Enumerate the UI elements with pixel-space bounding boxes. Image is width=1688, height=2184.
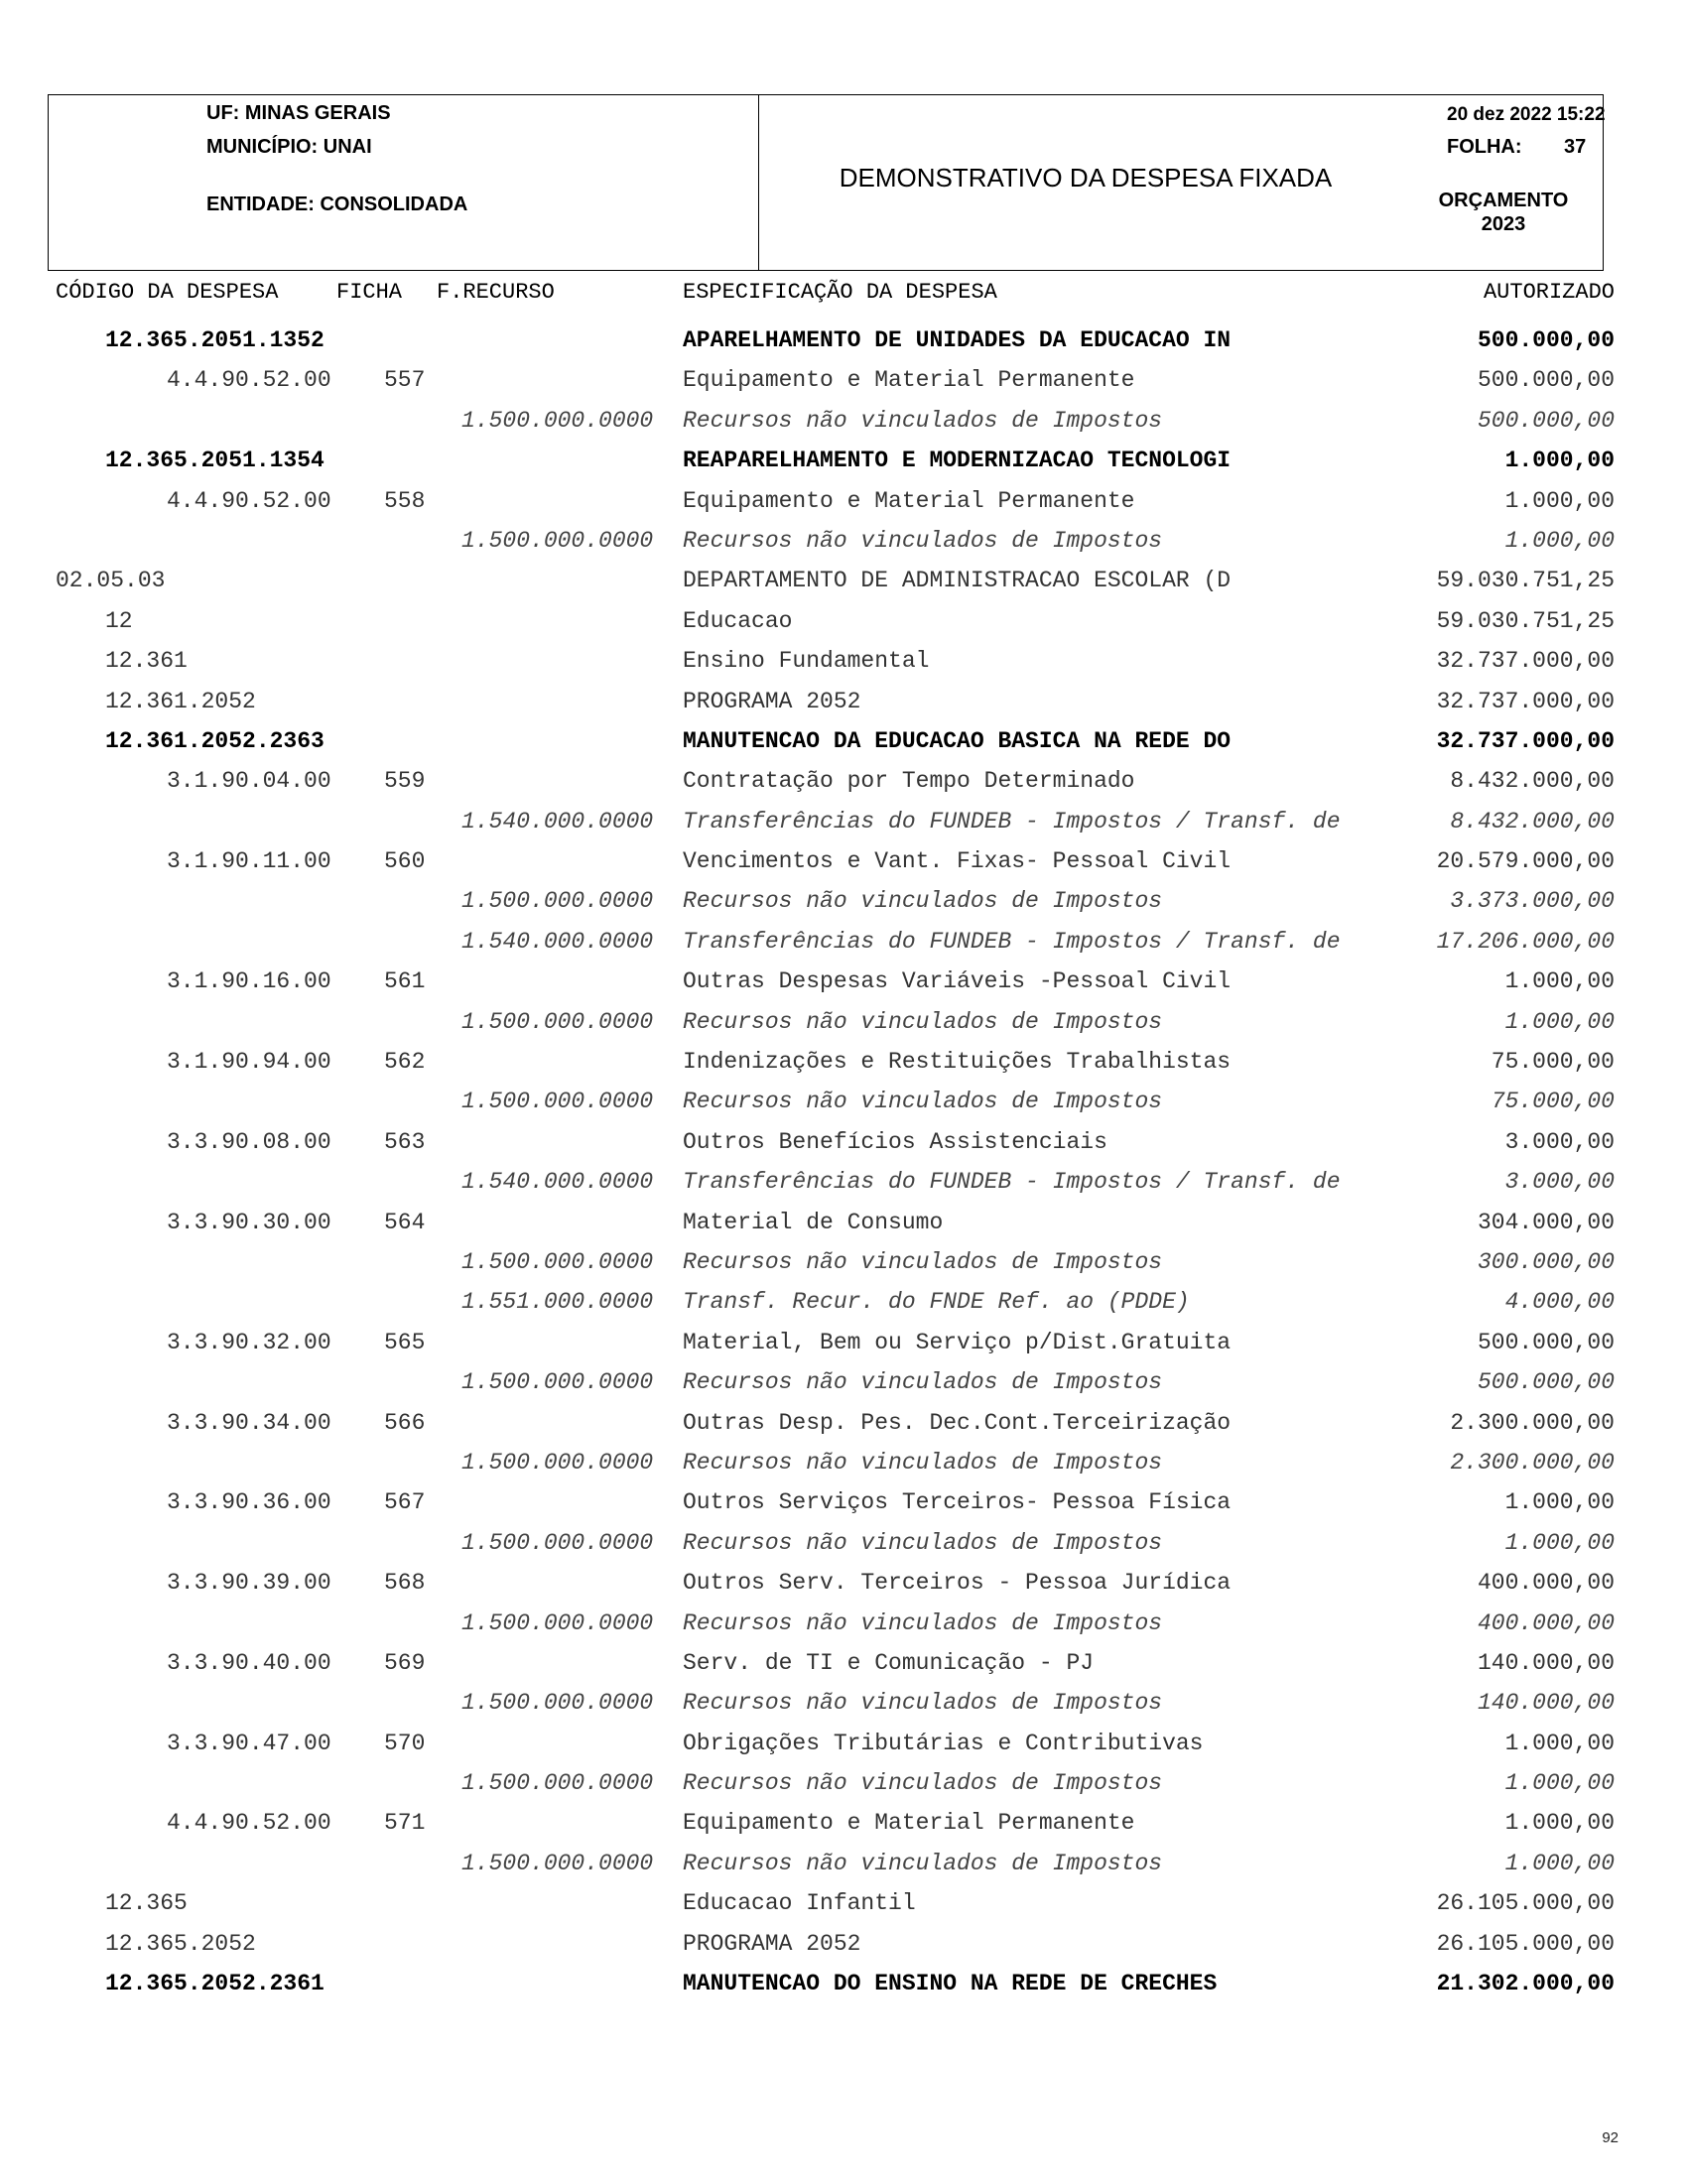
row-recurso: 1.500.000.0000 <box>461 1850 654 1876</box>
table-row <box>0 361 1688 401</box>
resource-row <box>0 803 1688 842</box>
resource-row <box>0 402 1688 442</box>
row-valor: 1.000,00 <box>1504 1489 1615 1516</box>
col-header-especificacao: ESPECIFICAÇÃO DA DESPESA <box>683 280 997 305</box>
row-codigo: 12.365.2051.1354 <box>105 448 325 474</box>
col-header-autorizado: AUTORIZADO <box>1483 280 1615 305</box>
row-codigo: 3.3.90.36.00 <box>167 1489 331 1516</box>
row-especificacao: Transferências do FUNDEB - Impostos / Transf. de <box>683 928 1341 955</box>
row-recurso: 1.540.000.0000 <box>461 808 654 835</box>
resource-row <box>0 1163 1688 1203</box>
row-codigo: 12.365.2052.2361 <box>105 1971 325 1997</box>
row-valor: 21.302.000,00 <box>1436 1971 1615 1997</box>
row-especificacao: Recursos não vinculados de Impostos <box>683 1449 1163 1476</box>
col-header-ficha: FICHA <box>336 280 403 305</box>
resource-row <box>0 1684 1688 1724</box>
row-valor: 4.000,00 <box>1504 1289 1615 1316</box>
row-especificacao: MANUTENCAO DA EDUCACAO BASICA NA REDE DO <box>683 727 1232 754</box>
row-especificacao: Recursos não vinculados de Impostos <box>683 407 1163 434</box>
row-recurso: 1.500.000.0000 <box>461 1369 654 1396</box>
folha-value: 37 <box>1564 136 1587 158</box>
row-valor: 8.432.000,00 <box>1450 768 1615 795</box>
expense-table <box>0 321 1688 2004</box>
row-especificacao: Equipamento e Material Permanente <box>683 1810 1135 1837</box>
page-number: 92 <box>1602 2129 1619 2146</box>
table-row <box>0 1644 1688 1684</box>
row-valor: 500.000,00 <box>1477 407 1615 434</box>
row-especificacao: APARELHAMENTO DE UNIDADES DA EDUCACAO IN <box>683 327 1232 353</box>
resource-row <box>0 1605 1688 1644</box>
table-row <box>0 722 1688 762</box>
table-row <box>0 602 1688 642</box>
row-valor: 1.000,00 <box>1504 448 1615 474</box>
row-ficha: 569 <box>384 1649 426 1676</box>
row-especificacao: Equipamento e Material Permanente <box>683 487 1135 514</box>
row-especificacao: Outros Serv. Terceiros - Pessoa Jurídica <box>683 1570 1232 1597</box>
row-especificacao: Recursos não vinculados de Impostos <box>683 888 1163 915</box>
row-valor: 1.000,00 <box>1504 1730 1615 1756</box>
row-especificacao: Recursos não vinculados de Impostos <box>683 1248 1163 1275</box>
row-valor: 1.000,00 <box>1504 1770 1615 1797</box>
table-row <box>0 683 1688 722</box>
table-row <box>0 1204 1688 1243</box>
row-recurso: 1.500.000.0000 <box>461 888 654 915</box>
resource-row <box>0 1444 1688 1483</box>
report-datetime: 20 dez 2022 15:22 <box>1447 104 1606 125</box>
row-especificacao: Transferências do FUNDEB - Impostos / Transf. de <box>683 808 1341 835</box>
row-valor: 26.105.000,00 <box>1436 1890 1615 1917</box>
uf-label: UF: MINAS GERAIS <box>206 102 391 124</box>
row-especificacao: PROGRAMA 2052 <box>683 688 861 714</box>
table-row <box>0 1804 1688 1844</box>
row-recurso: 1.500.000.0000 <box>461 1248 654 1275</box>
row-valor: 75.000,00 <box>1491 1049 1615 1076</box>
table-row <box>0 321 1688 361</box>
row-especificacao: Recursos não vinculados de Impostos <box>683 1008 1163 1035</box>
row-ficha: 561 <box>384 968 426 995</box>
row-especificacao: Outras Despesas Variáveis -Pessoal Civil <box>683 968 1232 995</box>
resource-row <box>0 1283 1688 1323</box>
row-especificacao: Equipamento e Material Permanente <box>683 367 1135 394</box>
row-especificacao: Material, Bem ou Serviço p/Dist.Gratuita <box>683 1329 1232 1355</box>
row-valor: 59.030.751,25 <box>1436 568 1615 594</box>
row-recurso: 1.500.000.0000 <box>461 1089 654 1115</box>
row-codigo: 3.1.90.94.00 <box>167 1049 331 1076</box>
row-valor: 3.373.000,00 <box>1450 888 1615 915</box>
row-recurso: 1.540.000.0000 <box>461 1169 654 1196</box>
row-codigo: 3.3.90.32.00 <box>167 1329 331 1355</box>
row-valor: 17.206.000,00 <box>1436 928 1615 955</box>
row-especificacao: Outros Serviços Terceiros- Pessoa Física <box>683 1489 1232 1516</box>
row-especificacao: Recursos não vinculados de Impostos <box>683 1369 1163 1396</box>
row-codigo: 12.365 <box>105 1890 188 1917</box>
row-valor: 500.000,00 <box>1477 367 1615 394</box>
row-valor: 1.000,00 <box>1504 1529 1615 1556</box>
table-row <box>0 1404 1688 1444</box>
row-ficha: 571 <box>384 1810 426 1837</box>
row-especificacao: Contratação por Tempo Determinado <box>683 768 1135 795</box>
row-codigo: 3.3.90.47.00 <box>167 1730 331 1756</box>
row-valor: 140.000,00 <box>1477 1649 1615 1676</box>
row-valor: 2.300.000,00 <box>1450 1409 1615 1436</box>
row-codigo: 12.365.2052 <box>105 1930 256 1957</box>
row-codigo: 4.4.90.52.00 <box>167 487 331 514</box>
resource-row <box>0 1845 1688 1884</box>
row-valor: 1.000,00 <box>1504 968 1615 995</box>
row-valor: 32.737.000,00 <box>1436 727 1615 754</box>
row-valor: 500.000,00 <box>1477 1329 1615 1355</box>
row-valor: 300.000,00 <box>1477 1248 1615 1275</box>
row-recurso: 1.551.000.0000 <box>461 1289 654 1316</box>
row-codigo: 12.361.2052 <box>105 688 256 714</box>
row-valor: 1.000,00 <box>1504 1850 1615 1876</box>
row-especificacao: Recursos não vinculados de Impostos <box>683 1529 1163 1556</box>
table-row <box>0 1043 1688 1083</box>
row-valor: 304.000,00 <box>1477 1209 1615 1235</box>
row-recurso: 1.500.000.0000 <box>461 527 654 554</box>
row-recurso: 1.540.000.0000 <box>461 928 654 955</box>
row-valor: 59.030.751,25 <box>1436 607 1615 634</box>
resource-row <box>0 1243 1688 1283</box>
table-row <box>0 1564 1688 1604</box>
row-valor: 400.000,00 <box>1477 1570 1615 1597</box>
row-codigo: 02.05.03 <box>56 568 166 594</box>
table-row <box>0 1884 1688 1924</box>
row-ficha: 563 <box>384 1128 426 1155</box>
row-codigo: 3.3.90.40.00 <box>167 1649 331 1676</box>
row-valor: 32.737.000,00 <box>1436 648 1615 675</box>
table-row <box>0 842 1688 882</box>
row-codigo: 3.3.90.08.00 <box>167 1128 331 1155</box>
col-header-recurso: F.RECURSO <box>437 280 555 305</box>
entidade-label: ENTIDADE: CONSOLIDADA <box>206 193 468 215</box>
row-recurso: 1.500.000.0000 <box>461 1008 654 1035</box>
row-recurso: 1.500.000.0000 <box>461 1609 654 1636</box>
row-codigo: 3.1.90.11.00 <box>167 848 331 875</box>
row-ficha: 565 <box>384 1329 426 1355</box>
row-valor: 26.105.000,00 <box>1436 1930 1615 1957</box>
row-valor: 500.000,00 <box>1477 1369 1615 1396</box>
row-codigo: 3.3.90.30.00 <box>167 1209 331 1235</box>
row-ficha: 562 <box>384 1049 426 1076</box>
row-ficha: 567 <box>384 1489 426 1516</box>
row-especificacao: Recursos não vinculados de Impostos <box>683 1609 1163 1636</box>
table-row <box>0 1965 1688 2004</box>
row-codigo: 3.3.90.39.00 <box>167 1570 331 1597</box>
row-codigo: 4.4.90.52.00 <box>167 367 331 394</box>
row-ficha: 564 <box>384 1209 426 1235</box>
table-row <box>0 1123 1688 1163</box>
row-valor: 1.000,00 <box>1504 527 1615 554</box>
row-ficha: 559 <box>384 768 426 795</box>
row-codigo: 12.361 <box>105 648 188 675</box>
row-especificacao: Outras Desp. Pes. Dec.Cont.Terceirização <box>683 1409 1232 1436</box>
table-row <box>0 442 1688 481</box>
resource-row <box>0 1524 1688 1564</box>
row-especificacao: Recursos não vinculados de Impostos <box>683 1690 1163 1717</box>
row-valor: 1.000,00 <box>1504 1008 1615 1035</box>
resource-row <box>0 1083 1688 1122</box>
table-row <box>0 963 1688 1002</box>
row-especificacao: Vencimentos e Vant. Fixas- Pessoal Civil <box>683 848 1232 875</box>
row-especificacao: DEPARTAMENTO DE ADMINISTRACAO ESCOLAR (D <box>683 568 1232 594</box>
row-valor: 1.000,00 <box>1504 1810 1615 1837</box>
row-ficha: 566 <box>384 1409 426 1436</box>
row-valor: 400.000,00 <box>1477 1609 1615 1636</box>
row-especificacao: PROGRAMA 2052 <box>683 1930 861 1957</box>
row-especificacao: Ensino Fundamental <box>683 648 930 675</box>
row-valor: 500.000,00 <box>1477 327 1615 353</box>
row-especificacao: MANUTENCAO DO ENSINO NA REDE DE CRECHES <box>683 1971 1218 1997</box>
resource-row <box>0 1764 1688 1804</box>
row-ficha: 558 <box>384 487 426 514</box>
row-valor: 75.000,00 <box>1491 1089 1615 1115</box>
row-especificacao: Educacao <box>683 607 793 634</box>
row-codigo: 3.1.90.04.00 <box>167 768 331 795</box>
row-valor: 140.000,00 <box>1477 1690 1615 1717</box>
table-row <box>0 1324 1688 1363</box>
folha-label: FOLHA: <box>1447 136 1522 158</box>
row-recurso: 1.500.000.0000 <box>461 1690 654 1717</box>
row-codigo: 3.3.90.34.00 <box>167 1409 331 1436</box>
row-especificacao: Obrigações Tributárias e Contributivas <box>683 1730 1204 1756</box>
row-ficha: 557 <box>384 367 426 394</box>
row-especificacao: REAPARELHAMENTO E MODERNIZACAO TECNOLOGI <box>683 448 1232 474</box>
table-row <box>0 1483 1688 1523</box>
row-valor: 3.000,00 <box>1504 1169 1615 1196</box>
row-especificacao: Serv. de TI e Comunicação - PJ <box>683 1649 1095 1676</box>
row-especificacao: Educacao Infantil <box>683 1890 916 1917</box>
row-valor: 20.579.000,00 <box>1436 848 1615 875</box>
row-especificacao: Material de Consumo <box>683 1209 944 1235</box>
orcamento-label: ORÇAMENTO <box>1438 190 1569 211</box>
row-recurso: 1.500.000.0000 <box>461 407 654 434</box>
row-valor: 8.432.000,00 <box>1450 808 1615 835</box>
row-valor: 32.737.000,00 <box>1436 688 1615 714</box>
row-especificacao: Recursos não vinculados de Impostos <box>683 527 1163 554</box>
row-recurso: 1.500.000.0000 <box>461 1529 654 1556</box>
row-codigo: 12.365.2051.1352 <box>105 327 325 353</box>
resource-row <box>0 1363 1688 1403</box>
row-ficha: 570 <box>384 1730 426 1756</box>
row-codigo: 3.1.90.16.00 <box>167 968 331 995</box>
row-valor: 2.300.000,00 <box>1450 1449 1615 1476</box>
row-ficha: 560 <box>384 848 426 875</box>
orcamento-year: 2023 <box>1481 213 1526 235</box>
table-row <box>0 482 1688 522</box>
row-especificacao: Recursos não vinculados de Impostos <box>683 1850 1163 1876</box>
row-codigo: 12.361.2052.2363 <box>105 727 325 754</box>
row-especificacao: Outros Benefícios Assistenciais <box>683 1128 1107 1155</box>
row-especificacao: Transf. Recur. do FNDE Ref. ao (PDDE) <box>683 1289 1190 1316</box>
row-recurso: 1.500.000.0000 <box>461 1449 654 1476</box>
row-valor: 1.000,00 <box>1504 487 1615 514</box>
row-recurso: 1.500.000.0000 <box>461 1770 654 1797</box>
resource-row <box>0 923 1688 963</box>
resource-row <box>0 1003 1688 1043</box>
table-row <box>0 642 1688 682</box>
row-codigo: 4.4.90.52.00 <box>167 1810 331 1837</box>
row-ficha: 568 <box>384 1570 426 1597</box>
row-codigo: 12 <box>105 607 133 634</box>
row-especificacao: Transferências do FUNDEB - Impostos / Transf. de <box>683 1169 1341 1196</box>
col-header-codigo: CÓDIGO DA DESPESA <box>56 280 279 305</box>
row-valor: 3.000,00 <box>1504 1128 1615 1155</box>
table-row <box>0 762 1688 802</box>
row-especificacao: Recursos não vinculados de Impostos <box>683 1089 1163 1115</box>
resource-row <box>0 882 1688 922</box>
resource-row <box>0 522 1688 562</box>
row-especificacao: Recursos não vinculados de Impostos <box>683 1770 1163 1797</box>
row-especificacao: Indenizações e Restituições Trabalhistas <box>683 1049 1232 1076</box>
report-title: DEMONSTRATIVO DA DESPESA FIXADA <box>839 163 1333 193</box>
table-row <box>0 562 1688 601</box>
table-row <box>0 1925 1688 1965</box>
municipio-label: MUNICÍPIO: UNAI <box>206 136 372 158</box>
table-row <box>0 1725 1688 1764</box>
